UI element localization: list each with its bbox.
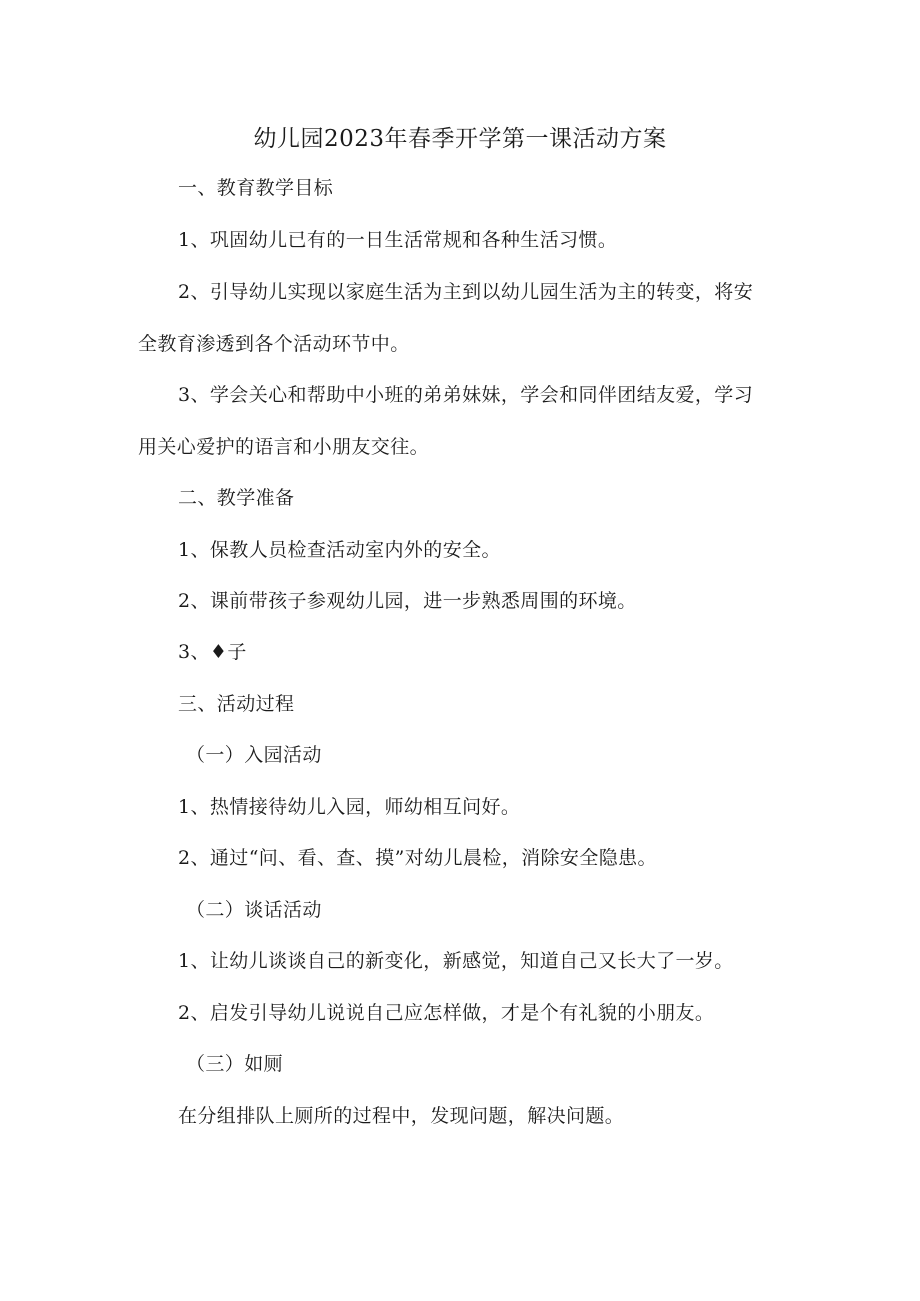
subsection-heading: （二）谈话活动 [186,899,322,921]
paragraph-line: 2、启发引导幼儿说说自己应怎样做，才是个有礼貌的小朋友。 [178,1002,715,1024]
section-heading-goals: 一、教育教学目标 [178,177,334,199]
paragraph-line: 3、学会关心和帮助中小班的弟弟妹妹，学会和同伴团结友爱，学习 [178,384,754,406]
paragraph-line: 3、♦子 [178,641,247,663]
paragraph-line: 2、引导幼儿实现以家庭生活为主到以幼儿园生活为主的转变，将安 [178,281,754,303]
paragraph-line: 用关心爱护的语言和小朋友交往。 [138,436,430,458]
paragraph-line: 在分组排队上厕所的过程中，发现问题，解决问题。 [178,1105,625,1127]
subsection-heading: （三）如厕 [186,1053,284,1075]
paragraph-line: 1、让幼儿谈谈自己的新变化，新感觉，知道自己又长大了一岁。 [178,950,734,972]
paragraph-line: 1、巩固幼儿已有的一日生活常规和各种生活习惯。 [178,229,618,251]
paragraph-line: 2、课前带孩子参观幼儿园，进一步熟悉周围的环境。 [178,590,637,612]
paragraph-line: 2、通过“问、看、查、摸”对幼儿晨检，消除安全隐患。 [178,847,657,869]
paragraph-line: 全教育渗透到各个活动环节中。 [138,333,410,355]
document-title: 幼儿园2023年春季开学第一课活动方案 [253,126,667,152]
paragraph-line: 1、热情接待幼儿入园，师幼相互问好。 [178,796,521,818]
section-heading-process: 三、活动过程 [178,693,295,715]
subsection-heading: （一）入园活动 [186,744,322,766]
paragraph-line: 1、保教人员检查活动室内外的安全。 [178,539,501,561]
section-heading-preparation: 二、教学准备 [178,487,295,509]
